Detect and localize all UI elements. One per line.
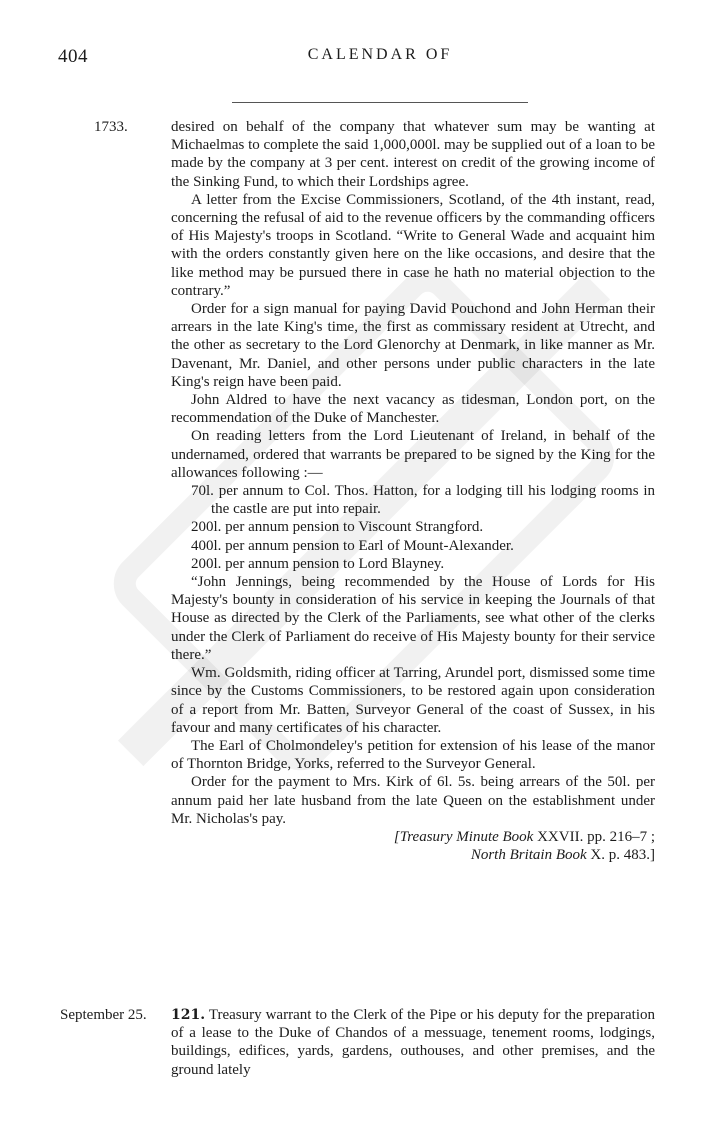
source-line1-roman: XXVII. pp. 216–7 ; [537, 828, 655, 845]
entry-paragraph [171, 1006, 655, 1079]
page-number: 404 [58, 46, 88, 67]
entry-number: 121. [171, 1007, 206, 1023]
entry-text: Treasury warrant to the Clerk of the Pipe or his deputy for the preparation of a lease to the Duke of Chandos of a messuage, tenement rooms, lodgings, buildings, edifices, yards, gardens, outhouses, and other premises, and the ground lately [171, 1007, 655, 1078]
paragraph: Order for a sign manual for paying David Pouchond and John Herman their arrears in the late King's time, the first as commissary resident at Utrecht, and the other as secretary to the Lord Glenorchy at Denmark, in like manner as Mr. Davenant, Mr. Daniel, and other persons under public characters in the late King's reign have been paid. [171, 301, 655, 390]
paragraph: On reading letters from the Lord Lieutenant of Ireland, in behalf of the undernamed, ordered that warrants be prepared to be signed by the King for the allowances following :— [171, 428, 655, 481]
header-rule [232, 102, 528, 103]
paragraph: Wm. Goldsmith, riding officer at Tarring, Arundel port, dismissed some time since by the Customs Commissioners, to be restored again upon consideration of a report from Mr. Batten, Surveyor General of the coast of Sussex, in his favour and many certificates of his character. [171, 665, 655, 736]
main-text [171, 118, 655, 864]
entry-date: September 25. [60, 1007, 147, 1023]
paragraph: desired on behalf of the company that whatever sum may be wanting at Michaelmas to complete the said 1,000,000l. may be supplied out of a loan to be made by the company at 3 per cent. interest on credit of the growing income of the Sinking Fund, to which their Lordships agree. [171, 119, 655, 190]
paragraph: The Earl of Cholmondeley's petition for extension of his lease of the manor of Thornton Bridge, Yorks, referred to the Surveyor General. [171, 737, 655, 773]
source-line2-italic: North Britain Book [470, 847, 591, 864]
source-line2-roman: X. p. 483.] [590, 847, 655, 864]
paragraph: A letter from the Excise Commissioners, Scotland, of the 4th instant, read, concerning the refusal of aid to the revenue officers by the commanding officers of His Majesty's troops in Scotland. “Write to General Wade and acquaint him with the orders constantly given here on the like occasions, and desire that the like method may be pursued there in case he hath no material objection to the contrary.” [171, 191, 655, 299]
allowance-item: 70l. per annum to Col. Thos. Hatton, for a lodging till his lodging rooms in the castle are put into repair. [191, 483, 655, 518]
entry-121 [171, 1006, 655, 1079]
allowance-item: 200l. per annum pension to Lord Blayney. [191, 555, 445, 572]
source-citation [171, 828, 655, 864]
source-line1-italic: [Treasury Minute Book [393, 828, 538, 845]
margin-year: 1733. [94, 119, 128, 135]
paragraph: Order for the payment to Mrs. Kirk of 6l. 5s. being arrears of the 50l. per annum paid her late husband from the late Queen on the establishment under Mr. Nicholas's pay. [171, 774, 655, 827]
allowance-item: 400l. per annum pension to Earl of Mount-Alexander. [191, 537, 514, 554]
page-header [0, 46, 720, 76]
allowance-item: 200l. per annum pension to Viscount Strangford. [191, 519, 484, 536]
paragraph: “John Jennings, being recommended by the House of Lords for His Majesty's bounty in consideration of his service in keeping the Journals of that House as directed by the Clerk of the Parliaments, see what other of the clerks under the Clerk of Parliament do receive of His Majesty bounty for their service there.” [171, 574, 655, 663]
running-title: CALENDAR OF [307, 46, 453, 63]
paragraph: John Aldred to have the next vacancy as tidesman, London port, on the recommendation of the Duke of Manchester. [171, 392, 655, 427]
